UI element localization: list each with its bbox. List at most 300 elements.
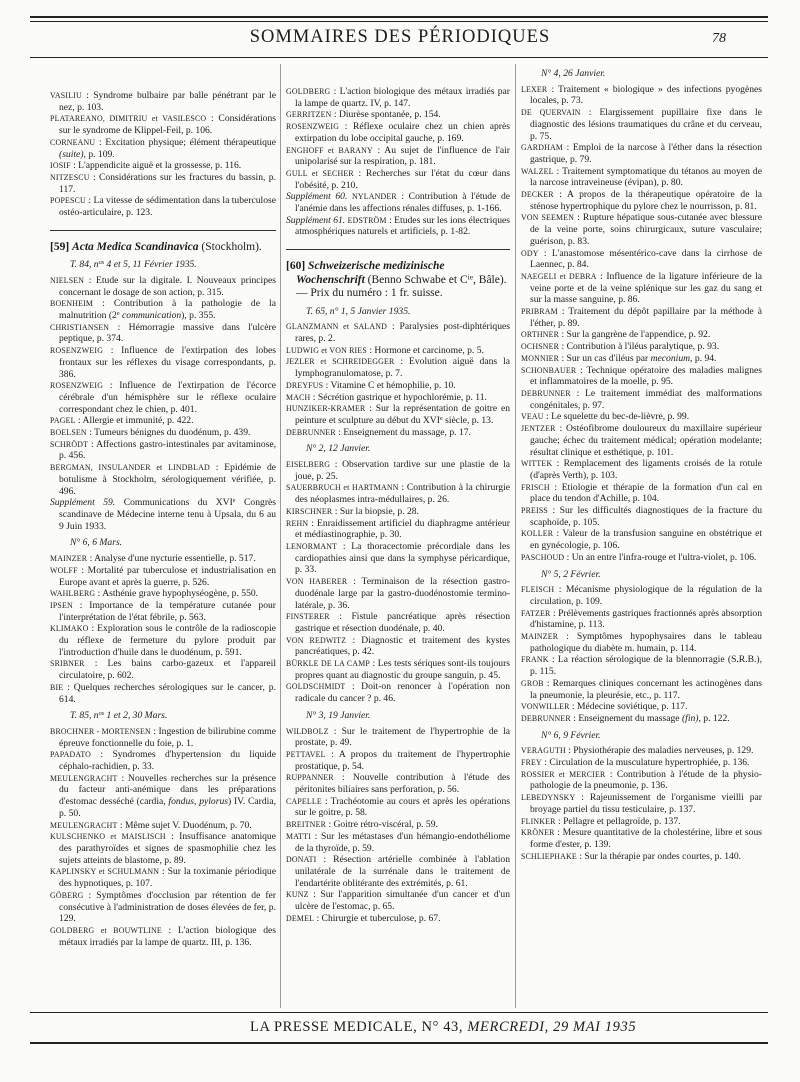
- entry: [521, 248, 762, 271]
- entry-text: : Médecine soviétique, p. 117.: [571, 701, 688, 713]
- entry: [50, 298, 276, 321]
- entry: [521, 792, 762, 815]
- entry-text: : Sur la gangrène de l'appendice, p. 92.: [561, 329, 711, 341]
- entry: [50, 623, 276, 658]
- entry: [50, 658, 276, 681]
- entry-text: : Remplacement des ligaments croisés de la rotule (d'après Verth), p. 103.: [530, 458, 762, 481]
- entry-text: : Nouvelle contribution à l'étude des péritonites biliaires sans perforation, p. 56.: [295, 772, 511, 796]
- author-name: BOENHEIM: [50, 299, 94, 309]
- journal-title: Acta Medica Scandinavica: [72, 240, 199, 253]
- column-divider: [280, 64, 281, 1008]
- entry: [50, 497, 276, 532]
- entry: [50, 322, 276, 345]
- section-rule: [286, 249, 510, 250]
- entry-text: : Pellagre et pellagroïde, p. 137.: [558, 815, 681, 827]
- author-name: WILDBOLZ: [286, 726, 329, 736]
- entry: [286, 403, 510, 426]
- entry-text: : Emploi de la narcose à l'éther dans la résection gastrique, p. 79.: [530, 142, 762, 165]
- entry-text: : Chirurgie et tuberculose, p. 67.: [316, 912, 441, 924]
- entry-text: : La vitesse de sédimentation dans la tuberculose ostéo-articulaire, p. 123.: [59, 195, 276, 219]
- journal-title: Schweizerische medizinische Wochenschrift: [296, 260, 445, 286]
- entry: [521, 505, 762, 528]
- entry-text: : Etudes sur les ions électriques atmosphériques naturels et artificiels, p. 1-82.: [295, 214, 510, 238]
- entry: [50, 925, 276, 948]
- entry-text: : L'appendicite aiguë et la grossesse, p. 116.: [73, 160, 242, 172]
- author-name: GARDHAM: [521, 143, 564, 153]
- author-name: FLINKER: [521, 816, 556, 826]
- entry-text: : Même sujet V. Duodénum, p. 70.: [119, 819, 252, 831]
- author-name: PASCHOUD: [521, 552, 565, 562]
- issue-heading-text: 1 et 2, 30 Mars.: [104, 710, 168, 722]
- entry-text: : Un an entre l'infra-rouge et l'ultra-violet, p. 106.: [566, 551, 757, 563]
- journal-header: [50, 241, 276, 255]
- author-name: BÜRKLE DE LA CAMP: [286, 659, 370, 669]
- entry: [286, 772, 510, 795]
- entry: [50, 160, 276, 172]
- issue-heading: [50, 710, 276, 722]
- entry: [50, 380, 276, 415]
- entry: [286, 681, 510, 704]
- issue-heading-text: T. 85, n: [70, 710, 99, 722]
- entry-text: : Réflexe oculaire chez un chien après extirpation du lobe occipital gauche, p. 169.: [295, 121, 510, 144]
- author-name: CHRISTIANSEN: [50, 322, 110, 332]
- entry: [521, 142, 762, 165]
- entry: [286, 356, 510, 379]
- author-name: CORNEANU: [50, 137, 96, 147]
- entry: [50, 553, 276, 565]
- author-name: GERRITZEN: [286, 110, 332, 120]
- author-name: FREY: [521, 758, 542, 768]
- author-name: SCHONBAUER: [521, 365, 577, 375]
- author-name: GROB: [521, 678, 544, 688]
- journal-publisher-superscript: ie: [467, 272, 474, 282]
- entry: [286, 819, 510, 831]
- entry: [50, 113, 276, 136]
- journal-header: [286, 260, 510, 301]
- entry-text: : Les tests sériques sont-ils toujours propres quant au diagnostic du groupe sanguin, p. 45.: [295, 658, 511, 681]
- entry-text: : Traitement du dépôt papillaire par la méthode à l'éther, p. 89.: [530, 306, 762, 329]
- entry: [50, 195, 276, 218]
- supplement-label: Supplément 60.: [286, 191, 348, 203]
- entry-text: : Exploration sous le contrôle de la radioscopie du réflexe de fermeture du pylore produit par l'introduction d'huile dans le duodénum, p. 591.: [59, 623, 276, 658]
- entry-text: : Hormone et carcinome, p. 5.: [369, 344, 484, 356]
- entry-text: : Le squelette du bec-de-lièvre, p. 99.: [546, 411, 690, 423]
- entry: [521, 827, 762, 850]
- author-name: SCHRÖDT: [50, 439, 89, 449]
- entry: [50, 462, 276, 497]
- entry: [50, 439, 276, 462]
- footer: [250, 1019, 636, 1036]
- entry-text-italic: (suite): [59, 148, 84, 160]
- entry: [286, 168, 510, 191]
- entry: [50, 682, 276, 705]
- entry-text-italic: (fin): [681, 712, 699, 724]
- entry: [521, 271, 762, 306]
- entry-text: : L'action biologique des métaux irradiés par la lampe de quartz. IV, p. 147.: [295, 86, 510, 109]
- entry: [286, 482, 510, 505]
- author-name: BOELSEN: [50, 428, 87, 438]
- entry: [286, 889, 510, 912]
- entry-text: : Valeur de la transfusion sanguine en obstétrique et en gynécologie, p. 106.: [530, 528, 762, 552]
- author-name: FRISCH: [521, 482, 550, 492]
- issue-heading: [521, 569, 762, 581]
- author-name: DE QUERVAIN: [521, 108, 581, 118]
- entry: [521, 678, 762, 701]
- journal-number: [59]: [50, 240, 70, 253]
- author-name: VASILIU: [50, 91, 82, 100]
- author-name: DEBRUNNER: [521, 713, 571, 723]
- column-3: [521, 68, 762, 862]
- page-title: SOMMAIRES DES PÉRIODIQUES: [249, 27, 551, 47]
- entry-text: : Prélèvements gastriques fractionnés après absorption d'histamine, p. 113.: [530, 607, 762, 631]
- author-name: ROSSIER et MERCIER: [521, 769, 606, 779]
- entry-text: : Contribution à la pathologie de la malnutrition (2: [59, 298, 276, 322]
- entry: [521, 713, 762, 725]
- issue-heading: [521, 68, 762, 80]
- entry: [286, 726, 510, 749]
- entry-text: : Traitement « biologique » des infections pyogènes locales, p. 73.: [530, 83, 762, 107]
- author-name: VON HABERER: [286, 577, 348, 587]
- entry: [50, 137, 276, 160]
- author-name: SAUERBRUCH et HARTMANN: [286, 483, 399, 493]
- entry-text: : Ostéofibrome douloureux du maxillaire supérieur gauche; échec du traitement médical; opération modelante; résultat clinique et esthétique, p. 101.: [530, 423, 762, 458]
- entry: [286, 459, 510, 482]
- entry-text: : Tumeurs bénignes du duodénum, p. 439.: [89, 427, 251, 439]
- entry-text: : Circulation de la musculature hypertrophiée, p. 136.: [544, 757, 750, 769]
- entry-text: ), p. 355.: [181, 310, 216, 322]
- entry-text: : Diagnostic et traitement des kystes pancréatiques, p. 42.: [295, 634, 510, 658]
- entry-text-italic: communication: [122, 310, 182, 322]
- entry-text: : Technique opératoire des maladies malignes et inflammatoires de la moelle, p. 95.: [530, 364, 762, 388]
- author-name: JENTZER: [521, 424, 556, 434]
- entry-text: : L'action biologique des métaux irradiés par la lampe de quartz. III, p. 136.: [59, 924, 276, 948]
- entry: [50, 415, 276, 427]
- issue-heading: [286, 443, 510, 455]
- footer-rule-bottom: [30, 1042, 768, 1044]
- entry: [286, 86, 510, 109]
- author-name: FATZER: [521, 608, 551, 618]
- entry: [521, 212, 762, 247]
- author-name: GÖBERG: [50, 890, 84, 900]
- entry-text: : Influence de la ligature inférieure de la veine porte et de la veine splénique sur les gaz du sang et sur la masse sanguine, p. 86.: [530, 270, 763, 306]
- author-name: DREYFUS: [286, 380, 324, 390]
- entry-text: : Excitation physique; élément thérapeutique: [99, 136, 276, 148]
- entry-text: : Mesure quantitative de la cholestérine, libre et sous forme d'ester, p. 139.: [530, 827, 762, 850]
- entry-text: : Evolution aiguë dans la lymphogranulomatose, p. 7.: [295, 356, 510, 380]
- author-name: DEBRUNNER: [521, 388, 571, 398]
- author-name: ROSENZWEIG: [286, 122, 340, 132]
- author-name: MONNIER: [521, 353, 560, 363]
- entry-text: : Observation tardive sur une plastie de la joue, p. 25.: [295, 459, 510, 482]
- entry-text: : Symptômes hypophysaires dans le tableau pathologique du diabète m. humain, p. 114.: [530, 631, 762, 654]
- entry-text: : Enraidissement artificiel du diaphragme antérieur et médiastinographie, p. 30.: [295, 517, 510, 541]
- entry: [286, 831, 510, 854]
- issue-heading: [286, 306, 510, 318]
- entry-text: : Hémorragie massive dans l'ulcère peptique, p. 374.: [59, 321, 276, 345]
- entry-text: : Sur un cas d'iléus par: [561, 352, 651, 364]
- entry-text: : L'anastomose mésentérico-cave dans la cirrhose de Laennec, p. 84.: [530, 247, 763, 271]
- author-name: NITZESCU: [50, 172, 90, 182]
- author-name: KIRSCHNER: [286, 506, 333, 516]
- entry: [50, 600, 276, 623]
- author-name: MEULENGRACHT: [50, 820, 118, 830]
- author-name: EDSTRÖM: [347, 215, 387, 225]
- entry: [50, 726, 276, 749]
- author-name: KAPLINSKY et SCHULMANN: [50, 867, 160, 877]
- entry: [286, 611, 510, 634]
- column-1: [50, 90, 276, 948]
- author-name: FINSTERER: [286, 612, 330, 622]
- entry: [50, 275, 276, 298]
- author-name: VEAU: [521, 412, 544, 422]
- issue-heading: [50, 259, 276, 271]
- entry-text: : Contribution à l'étude de la physio-pathologie de la pneumonie, p. 136.: [530, 768, 762, 792]
- author-name: SCHLIEPHAKE: [521, 851, 577, 861]
- entry-text: : Epidémie de botulisme à Stockholm, sérologiquement vérifiée, p. 496.: [59, 462, 276, 497]
- entry-text: : Doit-on renoncer à l'opération non radicale du cancer ? p. 46.: [295, 681, 510, 705]
- entry: [521, 84, 762, 107]
- entry-text: : Etiologie et thérapie de la formation d'un cal en place du tendon d'Achille, p. 104.: [530, 481, 763, 505]
- entry: [286, 796, 510, 819]
- entry-text: : Analyse d'une nycturie essentielle, p. 517.: [89, 553, 256, 565]
- entry: [521, 745, 762, 757]
- author-name: ENGHOFF et BARANY: [286, 145, 373, 155]
- entry: [286, 506, 510, 518]
- author-name: KOLLER: [521, 529, 554, 539]
- entry-text-superscript: e: [439, 415, 443, 423]
- author-name: BROCHNER - MORTENSEN: [50, 726, 151, 736]
- issue-heading-text: 4 et 5, 11 Février 1935.: [104, 259, 197, 271]
- entry-text: : Rajeunissement de l'organisme vieilli par broyage partiel du tissu testiculaire, p. 137.: [530, 792, 762, 815]
- entry-text: : Considérations sur les fractures du bassin, p. 117.: [59, 171, 276, 195]
- author-name: KULSCHENKO et MAISLISCH: [50, 832, 166, 842]
- author-name: GOLDBERG: [286, 87, 331, 96]
- entry-text: : A propos du traitement de l'hypertrophie prostatique, p. 54.: [295, 748, 510, 772]
- entry: [286, 427, 510, 439]
- entry: [286, 658, 510, 681]
- entry: [286, 109, 510, 121]
- author-name: VON REDWITZ: [286, 635, 347, 645]
- entry: [521, 107, 762, 142]
- author-name: MAINZER: [521, 632, 559, 642]
- author-name: REHN: [286, 518, 309, 528]
- journal-publisher: , Bâle). — Prix du numéro : 1 fr. suisse.: [296, 273, 507, 300]
- author-name: KUNZ: [286, 890, 309, 900]
- entry: [286, 380, 510, 392]
- entry-text: : Contribution à l'iléus paralytique, p. 93.: [561, 341, 720, 353]
- entry-text: : Goitre rétro-viscéral, p. 59.: [328, 819, 438, 831]
- entry: [521, 851, 762, 863]
- column-divider: [515, 64, 516, 1008]
- entry: [521, 769, 762, 792]
- header-rule-thick: [30, 16, 768, 18]
- author-name: MEULENGRACHT: [50, 773, 118, 783]
- entry: [521, 189, 762, 212]
- author-name: BERGMAN, INSULANDER et LINDBLAD: [50, 463, 210, 473]
- author-name: CAPELLE: [286, 796, 322, 806]
- entry: [521, 341, 762, 353]
- entry: [521, 166, 762, 189]
- entry-text: : Rupture hépatique sous-cutanée avec blessure de la veine porte, soins chirurgicaux, suture vasculaire; guérison, p. 83.: [530, 212, 762, 247]
- entry: [521, 353, 762, 365]
- issue-heading: [521, 730, 762, 742]
- author-name: LUDWIG et VON RIES: [286, 345, 367, 355]
- entry-text: : Terminaison de la résection gastro-duodénale large par la gastro-duodénostomie termino-latérale, p. 36.: [295, 576, 510, 611]
- entry-text: : La réaction sérologique de la blennorragie (S.R.B.), p. 115.: [530, 654, 762, 678]
- entry: [286, 345, 510, 357]
- author-name: NYLANDER: [351, 192, 397, 202]
- entry-text: : Résection artérielle combinée à l'ablation unilatérale de la surrénale dans le traitement de l'endartérite oblitérante des extrémités, p. 61.: [295, 854, 511, 889]
- entry-text: : Influence de l'extirpation de l'écorce cérébrale d'un hémisphère sur le réflexe oculaire correspondant chez le chien, p. 401.: [59, 380, 276, 415]
- issue-heading-text: N° 6, 9 Février.: [541, 729, 601, 741]
- author-name: HUNZIKER-KRAMER: [286, 404, 366, 414]
- author-name: PETTAVEL: [286, 749, 326, 759]
- entry: [521, 458, 762, 481]
- author-name: WAHLBERG: [50, 589, 96, 599]
- entry: [50, 820, 276, 832]
- author-name: SRIBNER: [50, 659, 85, 669]
- author-name: IPSEN: [50, 600, 73, 610]
- issue-heading: [50, 537, 276, 549]
- author-name: GULL et SECHER: [286, 168, 354, 178]
- entry-text: : Trachéotomie au cours et après les opérations sur le goitre, p. 58.: [295, 795, 510, 819]
- entry: [50, 749, 276, 772]
- entry: [50, 773, 276, 820]
- entry-text-superscript: e: [116, 310, 120, 318]
- entry: [521, 631, 762, 654]
- entry: [50, 588, 276, 600]
- entry: [50, 890, 276, 925]
- entry: [286, 749, 510, 772]
- author-name: BIE: [50, 682, 64, 692]
- entry-text: : Diurèse spontanée, p. 154.: [333, 109, 441, 121]
- entry: [521, 654, 762, 677]
- entry-text: : Traitement symptomatique du tétanos au moyen de la narcose intraveineuse (évipan), p. 80.: [530, 165, 762, 189]
- author-name: VERAGUTH: [521, 746, 566, 756]
- entry: [286, 913, 510, 925]
- entry: [521, 329, 762, 341]
- author-name: MATTI: [286, 831, 312, 841]
- author-name: GOLDSCHMIDT: [286, 682, 346, 692]
- supplement-label: Supplément 59.: [50, 497, 116, 509]
- entry: [286, 635, 510, 658]
- entry-text: Congrès scandinave de Médecine interne tenu à Upsala, du 6 au 9 Juin 1933.: [59, 497, 277, 532]
- title-underline: [30, 57, 768, 58]
- entry-text: : Vitamine C et hémophilie, p. 10.: [325, 379, 456, 391]
- entry-text: : Asthénie grave hypophyséogène, p. 550.: [97, 588, 259, 600]
- author-name: EISELBERG: [286, 460, 331, 470]
- author-name: DEBRUNNER: [286, 427, 336, 437]
- entry: [286, 191, 510, 214]
- entry: [50, 90, 276, 113]
- author-name: FRANK: [521, 655, 549, 665]
- entry: [521, 757, 762, 769]
- page-number: 78: [712, 31, 726, 46]
- author-name: OCHSNER: [521, 342, 560, 352]
- author-name: KLIMAKO: [50, 624, 89, 634]
- footer-journal: LA PRESSE MEDICALE, N° 43,: [250, 1019, 464, 1035]
- entry-text: : Nouvelles recherches sur la présence du facteur anti-anémique dans les préparations d'estomac desséché (cardia,: [59, 772, 276, 808]
- issue-heading-text: N° 5, 2 Février.: [541, 568, 601, 580]
- entry: [521, 528, 762, 551]
- entry-text: : Remarques cliniques concernant les actinogènes dans la pneumonie, la pleurésie, etc., p. 117.: [530, 677, 762, 701]
- author-name: VON SEEMEN: [521, 213, 575, 223]
- entry: [521, 482, 762, 505]
- author-name: PRIBRAM: [521, 307, 558, 317]
- author-name: DEMEL: [286, 913, 315, 923]
- entry: [521, 411, 762, 423]
- author-name: PREISS: [521, 506, 548, 516]
- entry-text: : Sécrétion gastrique et hypochlorémie, p. 11.: [312, 391, 487, 403]
- entry-text: : Sur le traitement de l'hypertrophie de la prostate, p. 49.: [295, 725, 510, 749]
- entry-text: ) IV. Cardia, p. 50.: [59, 796, 276, 819]
- entry-text: : Contribution à l'étude de l'anémie dans les affections rénales diffuses, p. 1-166.: [295, 191, 510, 215]
- author-name: PAGEL: [50, 416, 76, 426]
- entry: [521, 552, 762, 564]
- author-name: RUPPANNER: [286, 773, 334, 783]
- entry-text: : Quelques recherches sérologiques sur le cancer, p. 614.: [59, 681, 276, 705]
- author-name: POPESCU: [50, 196, 86, 206]
- entry-text: : Recherches sur l'état du cœur dans l'obésité, p. 210.: [295, 167, 511, 191]
- author-name: FLEISCH: [521, 585, 555, 595]
- author-name: BREITNER: [286, 820, 327, 830]
- entry: [521, 365, 762, 388]
- entry: [521, 816, 762, 828]
- entry-text: : Les bains carbo-gazeux et l'appareil circulatoire, p. 602.: [59, 658, 276, 682]
- footer-rule-top: [30, 1012, 768, 1013]
- author-name: ODY: [521, 248, 539, 258]
- entry-text: : Sur les métastases d'un hémangio-endothéliome de la thyroïde, p. 59.: [295, 830, 510, 854]
- footer-date: MERCREDI, 29 MAI 1935: [467, 1019, 637, 1035]
- entry-text: : Paralysies post-diphtériques rares, p. 2.: [295, 321, 510, 345]
- entry-text: : Insuffisance anatomique des parathyroïdes et signes de spasmophilie chez les sujets atteints de blastome, p. 89.: [59, 831, 276, 866]
- entry-text: : Sur la représentation de goitre en peinture et sculpture au début du XVI: [295, 403, 510, 426]
- journal-publisher: (Benno Schwabe et C: [367, 273, 468, 286]
- entry: [50, 831, 276, 866]
- author-name: MACH: [286, 392, 311, 402]
- author-name: WALZEL: [521, 166, 554, 176]
- entry: [286, 215, 510, 238]
- author-name: NIELSEN: [50, 275, 85, 285]
- entry-text-superscript: e: [232, 497, 236, 505]
- issue-heading-text: N° 3, 19 Janvier.: [306, 709, 371, 721]
- entry-text: : Mécanisme physiologique de la régulation de la circulation, p. 109.: [530, 584, 762, 607]
- issue-heading-text: T. 65, n° 1, 5 Janvier 1935.: [306, 305, 411, 317]
- entry: [286, 145, 510, 168]
- entry-text: : Syndromes d'hypertension du liquide céphalo-rachidien, p. 33.: [59, 749, 276, 773]
- entry-text: : Considérations sur le syndrome de Klippel-Feil, p. 106.: [59, 113, 276, 137]
- author-name: PLATAREANO, DIMITRIU et VASILESCO: [50, 114, 207, 124]
- entry: [521, 423, 762, 458]
- entry-text: : Influence de l'extirpation des lobes frontaux sur les réflexes du visage correspondants, p. 386.: [59, 345, 276, 380]
- entry: [286, 518, 510, 541]
- entry-text: : Importance de la température cutanée pour l'interprétation de l'état fébrile, p. 563.: [59, 599, 277, 623]
- entry-text: : Sur la biopsie, p. 28.: [334, 505, 419, 517]
- entry-text: : Etude sur la digitale. I. Nouveaux principes concernant le dosage de son action, p. 315.: [59, 274, 276, 298]
- entry-text: : Au sujet de l'influence de l'air unipolarisé sur la respiration, p. 181.: [295, 144, 511, 168]
- author-name: LEBEDYNSKY: [521, 793, 576, 803]
- issue-heading-text: N° 2, 12 Janvier.: [306, 443, 371, 455]
- entry-text: : La thoracectomie précordiale dans les cardiopathies ainsi que dans la symphyse péricardique, p. 33.: [295, 541, 510, 576]
- entry-text: : A propos de la thérapeutique opératoire de la sténose hypertrophique du pylore chez le nourrisson, p. 81.: [530, 189, 763, 212]
- header-rule-thin: [30, 21, 768, 22]
- author-name: LENORMANT: [286, 542, 338, 551]
- entry-text: : Affections gastro-intestinales par avitaminose, p. 456.: [59, 438, 277, 462]
- issue-heading-text: N° 6, 6 Mars.: [70, 537, 123, 549]
- entry-text: : Mortalité par tuberculose et industrialisation en Europe avant et après la guerre, p. 526.: [59, 564, 277, 588]
- author-name: ROSENZWEIG: [50, 381, 104, 391]
- entry: [521, 388, 762, 411]
